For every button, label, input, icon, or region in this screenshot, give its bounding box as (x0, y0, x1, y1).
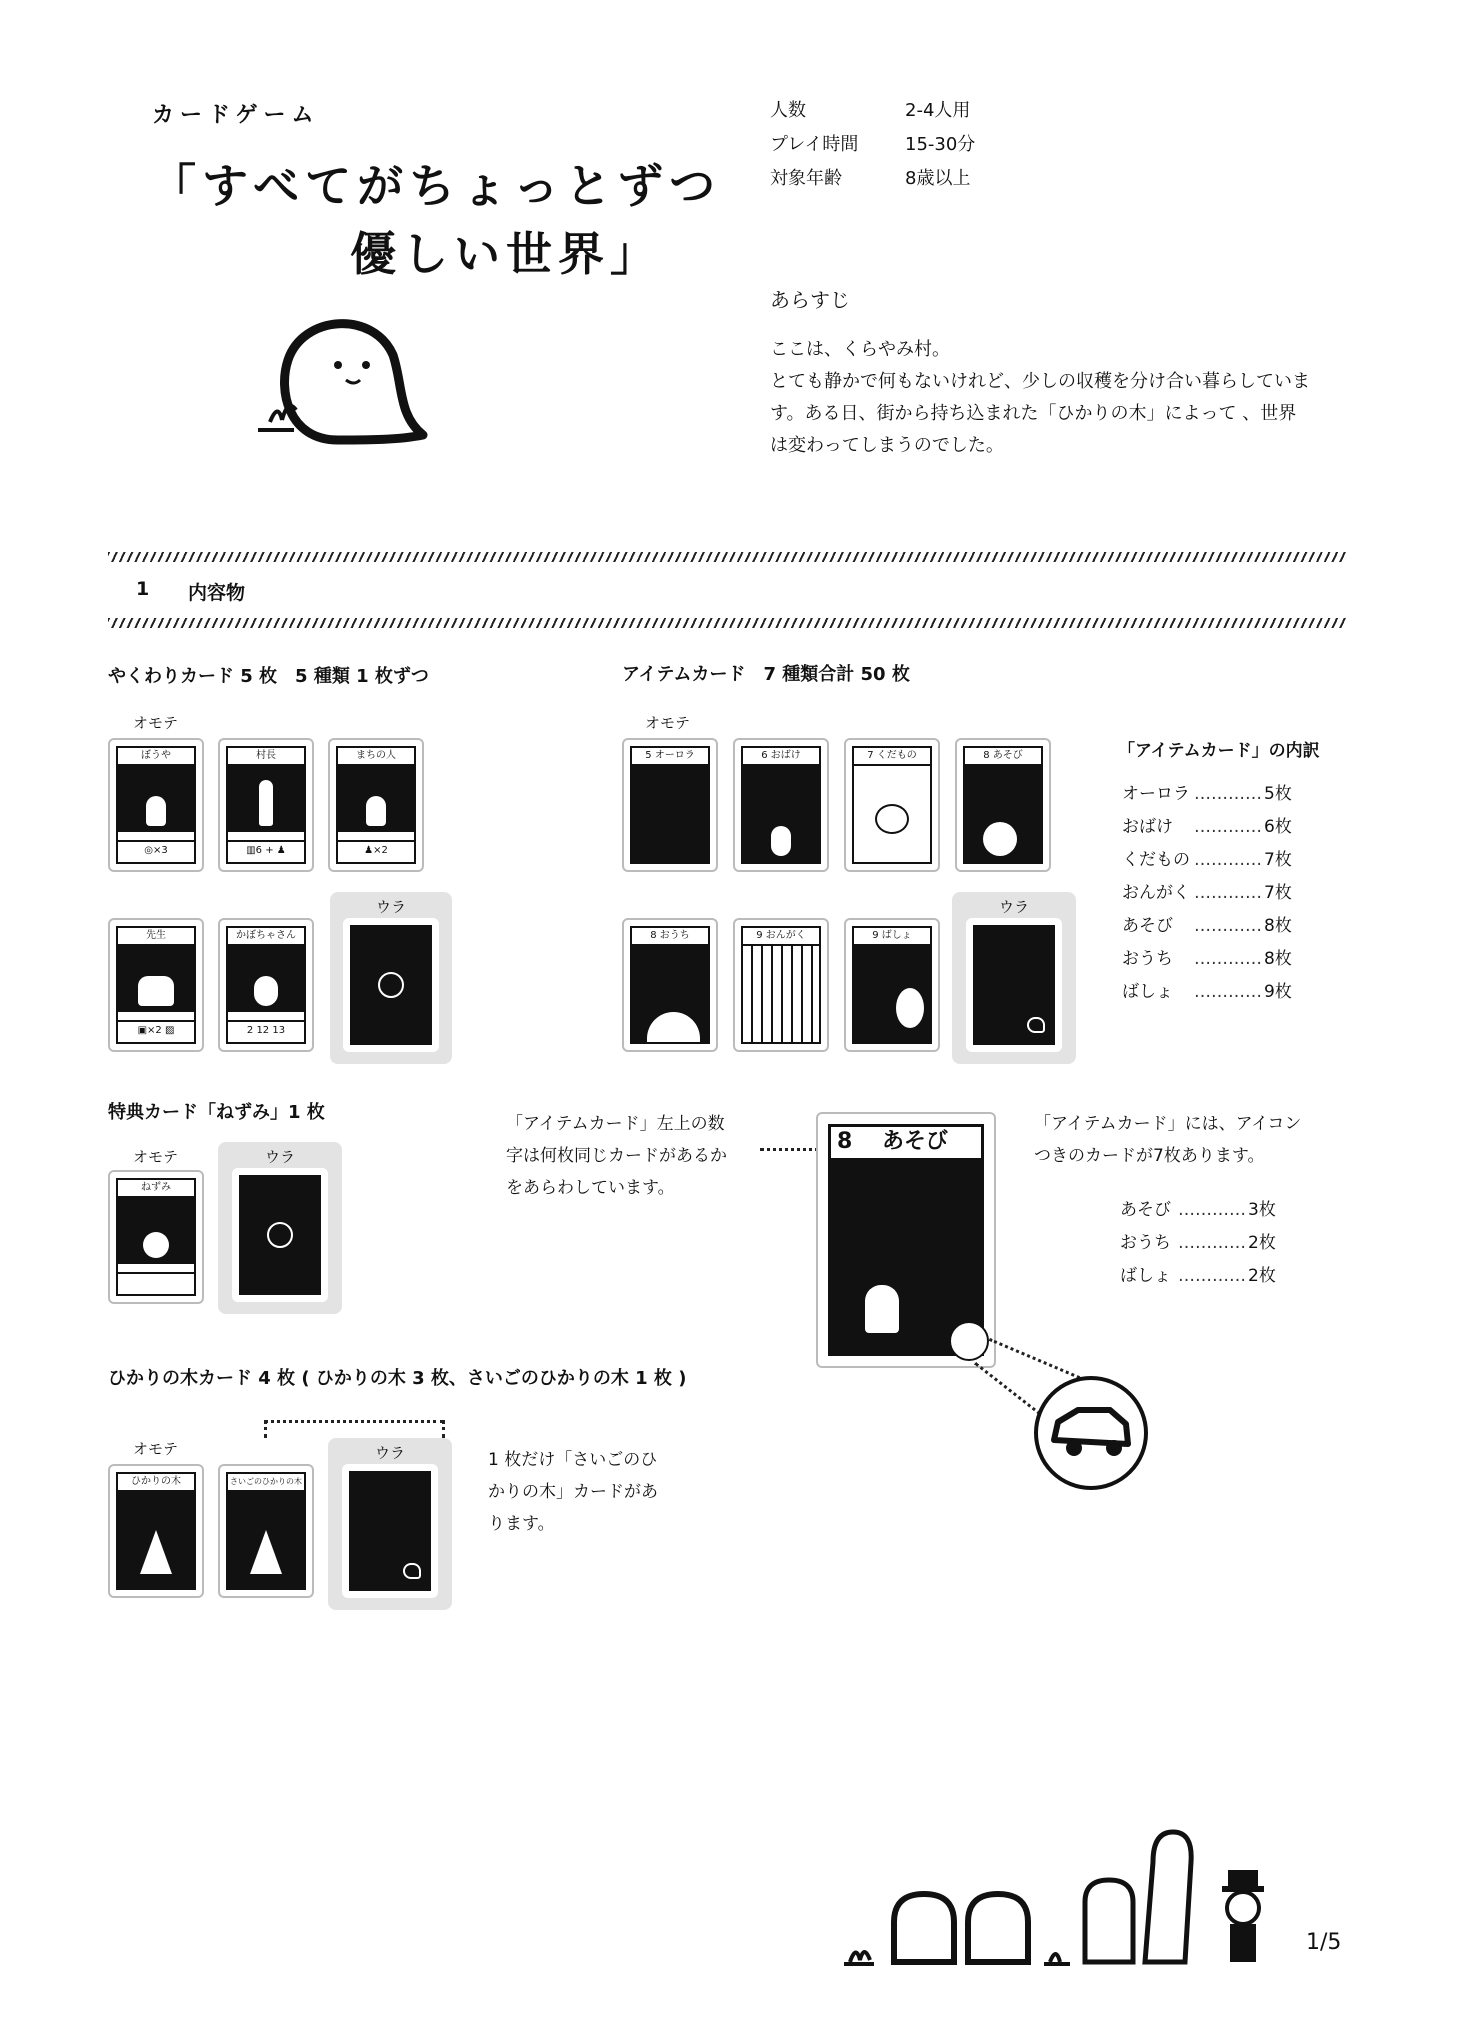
bonus-card-title: 特典カード「ねずみ」1 枚 (108, 1102, 325, 1123)
section-number: 1 (136, 578, 150, 600)
page-number: 1/5 (1306, 1930, 1342, 1955)
list-item (1120, 1194, 1276, 1227)
ghost-icon (403, 1563, 421, 1579)
game-info (770, 94, 975, 196)
note-line: 「アイテムカード」左上の数 (506, 1114, 725, 1134)
ball-icon (983, 822, 1017, 856)
ghost-icon (771, 826, 791, 856)
role-front-label: オモテ (133, 714, 179, 732)
breakdown-count: 9枚 (1264, 982, 1292, 1002)
townsperson-figure-icon (366, 796, 386, 826)
info-time-label: プレイ時間 (770, 134, 859, 155)
icon-card-name: ばしょ (1120, 1266, 1171, 1286)
breakdown-count: 6枚 (1264, 817, 1292, 837)
footer-characters-illustration (840, 1812, 1300, 1978)
child-figure-icon (865, 1285, 899, 1333)
tree-star-icon (250, 1530, 282, 1574)
icon-card-name: あそび (1120, 1200, 1171, 1220)
role-card-name: ぼうや (118, 748, 194, 766)
role-card-name: 先生 (118, 928, 194, 946)
hatch-divider-top (108, 552, 1346, 562)
bonus-front-label: オモテ (133, 1148, 179, 1166)
item-card-num: 7 (867, 750, 874, 761)
list-item (1122, 976, 1292, 1009)
place-scene-icon (896, 988, 924, 1028)
list-item (1122, 877, 1292, 910)
car-icon (949, 1321, 989, 1361)
tree-front-label: オモテ (133, 1440, 179, 1458)
breakdown-name: おばけ (1122, 817, 1173, 837)
role-card (328, 738, 424, 872)
tree-card (108, 1464, 204, 1598)
leader-dots: ………… (1194, 850, 1262, 870)
icon-card-list (1120, 1194, 1276, 1293)
leader-dots: ………… (1194, 817, 1262, 837)
tree-card-name: さいごのひかりの木 (228, 1474, 304, 1492)
role-back-label: ウラ (375, 898, 406, 916)
synopsis-line: す。ある日、街から持ち込まれた「ひかりの木」によって 、世界 (770, 403, 1297, 424)
item-card (733, 738, 829, 872)
bracket-line (264, 1420, 444, 1423)
note-line: 「アイテムカード」には、アイコン (1034, 1114, 1302, 1134)
leader-dots: ………… (1178, 1233, 1246, 1253)
breakdown-name: あそび (1122, 916, 1173, 936)
leader-dots: ………… (1194, 784, 1262, 804)
item-breakdown-list (1122, 778, 1292, 1009)
breakdown-name: ばしょ (1122, 982, 1173, 1002)
item-breakdown-title: 「アイテムカード」の内訳 (1118, 741, 1320, 761)
item-card (622, 738, 718, 872)
list-item (1122, 943, 1292, 976)
tree-star-icon (140, 1530, 172, 1574)
info-age-value: 8歳以上 (905, 168, 971, 189)
leader-dots: ………… (1178, 1200, 1246, 1220)
role-cards-title: やくわりカード 5 枚 5 種類 1 枚ずつ (108, 666, 429, 687)
role-card-footer: 2 12 13 (228, 1020, 304, 1042)
leader-dots: ………… (1194, 883, 1262, 903)
number-note (506, 1108, 727, 1204)
item-card-num: 5 (645, 750, 652, 761)
icons-note (1034, 1108, 1301, 1172)
tree-back-label: ウラ (374, 1444, 405, 1462)
mouse-icon (143, 1232, 169, 1258)
item-back-label: ウラ (998, 898, 1029, 916)
item-card-num: 8 (650, 930, 657, 941)
item-card (844, 918, 940, 1052)
item-cards-title: アイテムカード 7 種類合計 50 枚 (622, 664, 910, 685)
info-players-label: 人数 (770, 100, 806, 121)
role-card-footer: ▥6 + ♟ (228, 840, 304, 862)
item-card-name: ばしょ (881, 930, 912, 941)
synopsis-text (770, 334, 1370, 462)
icon-card-count: 2枚 (1248, 1233, 1276, 1253)
list-item (1120, 1260, 1276, 1293)
icon-card-count: 3枚 (1248, 1200, 1276, 1220)
item-front-label: オモテ (645, 714, 691, 732)
magnified-car-icon (1032, 1374, 1150, 1492)
info-age-label: 対象年齢 (770, 168, 842, 189)
apple-icon (875, 804, 909, 834)
zoom-item-card (816, 1112, 996, 1368)
breakdown-name: オーロラ (1122, 784, 1190, 804)
note-line: ります。 (488, 1514, 555, 1534)
role-card-footer: ♟×2 (338, 840, 414, 862)
bonus-back-label: ウラ (264, 1148, 295, 1166)
item-card (844, 738, 940, 872)
pumpkin-figure-icon (254, 976, 278, 1006)
item-card-name: おんがく (765, 930, 806, 941)
hill-house-icon (647, 1012, 700, 1042)
section-title: 内容物 (188, 582, 246, 604)
info-time-value: 15-30分 (905, 134, 976, 155)
item-card-num: 9 (872, 930, 879, 941)
bonus-card-name: ねずみ (118, 1180, 194, 1198)
breakdown-name: おうち (1122, 949, 1173, 969)
role-card (108, 738, 204, 872)
bracket-line (442, 1420, 445, 1438)
tree-back-panel (328, 1438, 452, 1610)
synopsis-line: は変わってしまうのでした。 (770, 435, 1004, 456)
item-back-panel (952, 892, 1076, 1064)
piano-keys-icon (743, 946, 819, 1042)
leader-dots: ………… (1194, 982, 1262, 1002)
item-card-name: おばけ (770, 750, 801, 761)
note-line: 字は何枚同じカードがあるか (506, 1146, 727, 1166)
icon-card-name: おうち (1120, 1233, 1171, 1253)
item-card (622, 918, 718, 1052)
boy-figure-icon (146, 796, 166, 826)
list-item (1122, 811, 1292, 844)
tree-card-name: ひかりの木 (118, 1474, 194, 1492)
bear-icon (378, 972, 404, 998)
breakdown-name: おんがく (1122, 883, 1190, 903)
item-card-name: くだもの (876, 750, 917, 761)
breakdown-name: くだもの (1122, 850, 1190, 870)
note-line: つきのカードが7枚あります。 (1034, 1146, 1265, 1166)
tree-card (218, 1464, 314, 1598)
ghost-mascot-illustration (248, 300, 468, 460)
info-players-value: 2-4人用 (905, 100, 971, 121)
item-card-num: 6 (761, 750, 768, 761)
tree-note (488, 1444, 658, 1540)
icon-card-count: 2枚 (1248, 1266, 1276, 1286)
item-card-name: オーロラ (654, 750, 695, 761)
synopsis-line: とても静かで何もないけれど、少しの収穫を分け合い暮らしていま (770, 371, 1310, 392)
list-item (1120, 1227, 1276, 1260)
bonus-card (108, 1170, 204, 1304)
breakdown-count: 7枚 (1264, 850, 1292, 870)
synopsis-line: ここは、くらやみ村。 (770, 339, 950, 360)
role-card-footer: ▣×2 ▨ (118, 1020, 194, 1042)
breakdown-count: 8枚 (1264, 949, 1292, 969)
role-card-name: 村長 (228, 748, 304, 766)
title-line-1: 「すべてがちょっとずつ (150, 159, 722, 213)
note-line: かりの木」カードがあ (488, 1482, 658, 1502)
mouse-icon (267, 1222, 293, 1248)
item-card-name: あそび (992, 750, 1023, 761)
leader-dots: ………… (1194, 949, 1262, 969)
role-card (108, 918, 204, 1052)
item-card-num: 9 (756, 930, 763, 941)
role-card-name: まちの人 (338, 748, 414, 766)
leader-dots: ………… (1178, 1266, 1246, 1286)
hatch-divider-bottom (108, 618, 1346, 628)
list-item (1122, 844, 1292, 877)
role-card (218, 918, 314, 1052)
item-card-name: おうち (659, 930, 690, 941)
breakdown-count: 7枚 (1264, 883, 1292, 903)
role-card (218, 738, 314, 872)
role-card-footer: ◎×3 (118, 840, 194, 862)
ghost-icon (1027, 1017, 1045, 1033)
item-card (733, 918, 829, 1052)
role-card-name: かぼちゃさん (228, 928, 304, 946)
note-line: 1 枚だけ「さいごのひ (488, 1450, 658, 1470)
teacher-figure-icon (138, 976, 174, 1006)
chief-figure-icon (259, 780, 273, 826)
breakdown-count: 8枚 (1264, 916, 1292, 936)
list-item (1122, 910, 1292, 943)
zoom-card-name: あそび (881, 1129, 948, 1154)
item-card (955, 738, 1051, 872)
title-line-2: 優しい世界」 (350, 227, 662, 281)
item-card-num: 8 (983, 750, 990, 761)
tree-cards-title: ひかりの木カード 4 枚 ( ひかりの木 3 枚、さいごのひかりの木 1 枚 ) (108, 1368, 687, 1389)
zoom-card-num: 8 (837, 1129, 853, 1154)
list-item (1122, 778, 1292, 811)
leader-dots: ………… (1194, 916, 1262, 936)
role-back-panel (330, 892, 452, 1064)
breakdown-count: 5枚 (1264, 784, 1292, 804)
bonus-back-panel (218, 1142, 342, 1314)
title-kicker: カードゲーム (152, 103, 320, 128)
note-line: をあらわしています。 (506, 1178, 675, 1198)
synopsis-heading: あらすじ (770, 288, 850, 312)
